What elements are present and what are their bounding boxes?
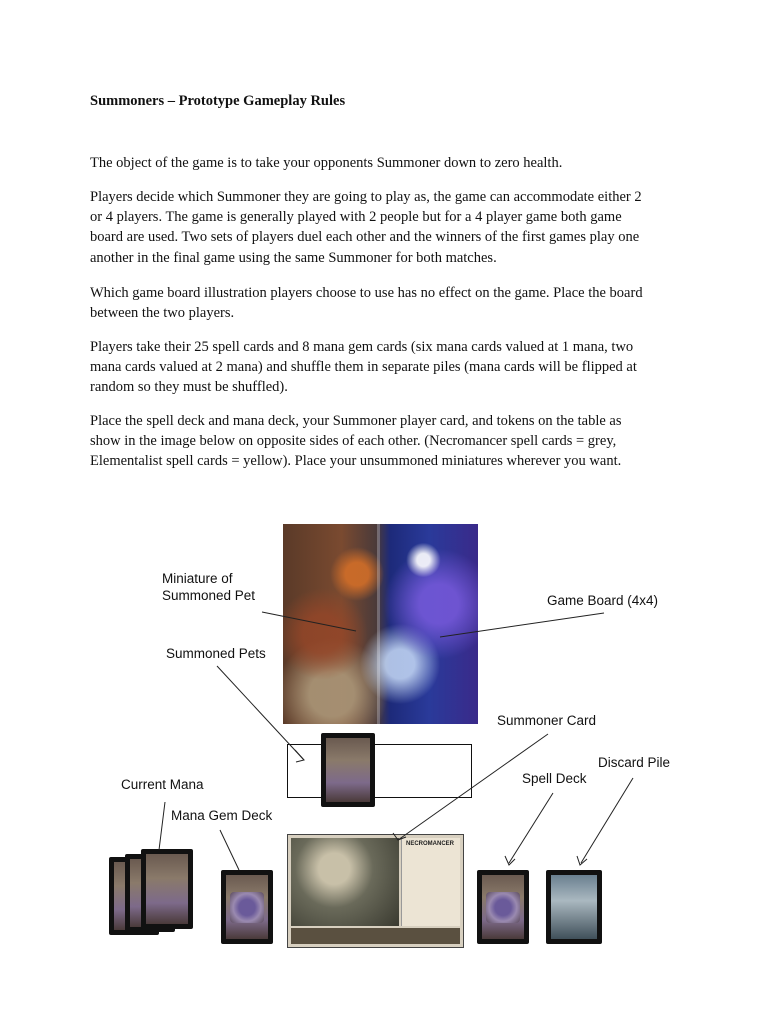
callout-lines (0, 500, 768, 970)
paragraph-line: Place the spell deck and mana deck, your Summoner player card, and tokens on the table as (90, 413, 622, 429)
paragraph-setup (90, 411, 680, 472)
paragraph-line: show in the image below on opposite sides of each other. (Necromancer spell cards = grey, (90, 433, 617, 450)
label-current-mana: Current Mana (121, 777, 204, 792)
paragraph-players (90, 187, 680, 268)
label-game-board: Game Board (4x4) (547, 593, 659, 608)
setup-diagram (0, 500, 768, 970)
label-line: Miniature of (162, 571, 233, 586)
line-discard-pile (581, 778, 633, 863)
line-miniature (262, 612, 356, 631)
paragraph-line: another in the final game using the same Summoner for both matches. (90, 249, 497, 266)
line-current-mana (159, 802, 165, 850)
label-miniature (162, 570, 255, 604)
label-mana-gem-deck: Mana Gem Deck (171, 808, 273, 823)
paragraph-line: between the two players. (90, 305, 235, 322)
arrow-summoner-card (393, 833, 406, 840)
paragraph-line: board are used. Two sets of players duel each other and the winners of the first games play one (90, 229, 640, 246)
line-summoner-card (398, 734, 548, 840)
label-discard-pile: Discard Pile (598, 755, 671, 770)
paragraph-line: Elementalist spell cards = yellow). Place your unsummoned miniatures wherever you want. (90, 453, 622, 470)
paragraph-line: mana cards valued at 2 mana) and shuffle them in separate piles (mana cards will be flipped at (90, 359, 637, 376)
line-mana-gem-deck (220, 830, 239, 870)
paragraph-cards (90, 337, 680, 398)
paragraph-line: Which game board illustration players choose to use has no effect on the game. Place the board (90, 285, 643, 301)
label-line: Summoned Pet (162, 588, 256, 603)
arrow-summoned-pets (295, 750, 304, 762)
label-spell-deck: Spell Deck (522, 771, 587, 786)
paragraph-line: Players decide which Summoner they are going to play as, the game can accommodate either 2 (90, 189, 642, 205)
line-summoned-pets (217, 666, 304, 760)
paragraph-line: Players take their 25 spell cards and 8 mana gem cards (six mana cards valued at 1 mana, two (90, 339, 634, 355)
document-title: Summoners – Prototype Gameplay Rules (90, 93, 346, 109)
paragraph-line: The object of the game is to take your opponents Summoner down to zero health. (90, 155, 563, 171)
paragraph-objective (90, 153, 680, 173)
summoner-card-name: NECROMANCER (406, 841, 454, 847)
label-summoned-pets: Summoned Pets (166, 646, 266, 661)
label-summoner-card: Summoner Card (497, 713, 597, 728)
line-game-board (440, 613, 604, 637)
paragraph-board (90, 283, 680, 323)
line-spell-deck (509, 793, 553, 863)
paragraph-line: random so they must be shuffled). (90, 379, 288, 396)
paragraph-line: or 4 players. The game is generally played with 2 people but for a 4 player game both game (90, 209, 622, 226)
